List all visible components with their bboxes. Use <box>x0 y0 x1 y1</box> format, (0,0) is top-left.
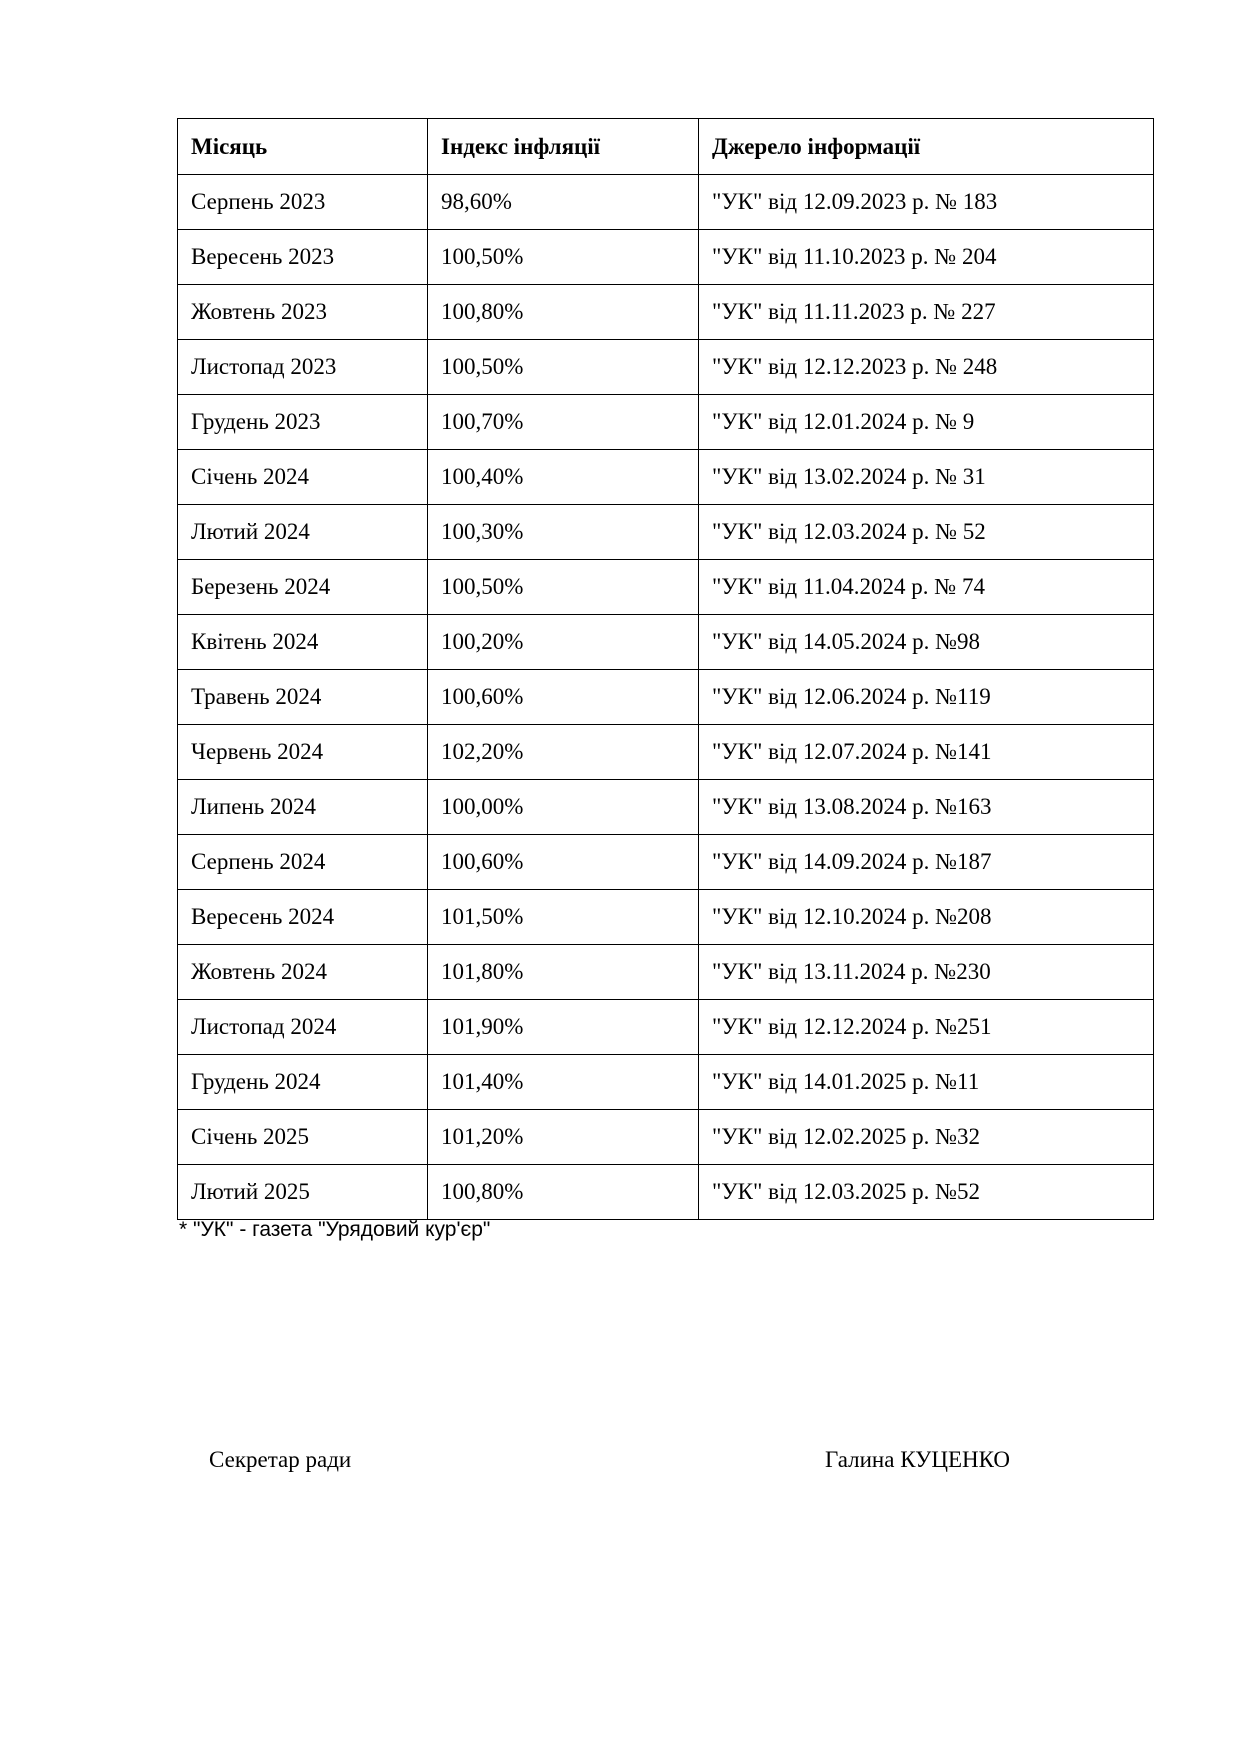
cell-source: "УК" від 13.02.2024 р. № 31 <box>699 450 1154 505</box>
cell-source: "УК" від 12.06.2024 р. №119 <box>699 670 1154 725</box>
cell-month: Березень 2024 <box>178 560 428 615</box>
table-header-row <box>178 119 1154 175</box>
cell-source: "УК" від 13.11.2024 р. №230 <box>699 945 1154 1000</box>
table-row <box>178 395 1154 450</box>
cell-month: Вересень 2024 <box>178 890 428 945</box>
table-row <box>178 615 1154 670</box>
cell-source: "УК" від 12.02.2025 р. №32 <box>699 1110 1154 1165</box>
cell-source: "УК" від 12.10.2024 р. №208 <box>699 890 1154 945</box>
cell-inflation-index: 100,80% <box>428 1165 699 1220</box>
cell-inflation-index: 101,50% <box>428 890 699 945</box>
cell-month: Червень 2024 <box>178 725 428 780</box>
header-source: Джерело інформації <box>699 119 1154 175</box>
cell-month: Листопад 2024 <box>178 1000 428 1055</box>
cell-inflation-index: 98,60% <box>428 175 699 230</box>
cell-inflation-index: 100,20% <box>428 615 699 670</box>
table-row <box>178 835 1154 890</box>
cell-source: "УК" від 12.07.2024 р. №141 <box>699 725 1154 780</box>
table-row <box>178 890 1154 945</box>
table-row <box>178 560 1154 615</box>
cell-source: "УК" від 12.09.2023 р. № 183 <box>699 175 1154 230</box>
cell-month: Серпень 2024 <box>178 835 428 890</box>
table-body <box>178 175 1154 1220</box>
cell-source: "УК" від 12.12.2024 р. №251 <box>699 1000 1154 1055</box>
cell-inflation-index: 102,20% <box>428 725 699 780</box>
table-row <box>178 230 1154 285</box>
cell-source: "УК" від 11.11.2023 р. № 227 <box>699 285 1154 340</box>
cell-month: Жовтень 2024 <box>178 945 428 1000</box>
cell-month: Травень 2024 <box>178 670 428 725</box>
header-inflation-index: Індекс інфляції <box>428 119 699 175</box>
cell-inflation-index: 100,50% <box>428 560 699 615</box>
header-month: Місяць <box>178 119 428 175</box>
table-row <box>178 780 1154 835</box>
cell-source: "УК" від 12.03.2025 р. №52 <box>699 1165 1154 1220</box>
cell-source: "УК" від 13.08.2024 р. №163 <box>699 780 1154 835</box>
cell-month: Квітень 2024 <box>178 615 428 670</box>
cell-inflation-index: 101,20% <box>428 1110 699 1165</box>
footnote: * "УК" - газета "Урядовий кур'єр" <box>179 1218 491 1241</box>
cell-inflation-index: 100,60% <box>428 670 699 725</box>
cell-month: Січень 2025 <box>178 1110 428 1165</box>
table-row <box>178 505 1154 560</box>
cell-source: "УК" від 12.01.2024 р. № 9 <box>699 395 1154 450</box>
cell-month: Лютий 2024 <box>178 505 428 560</box>
cell-month: Лютий 2025 <box>178 1165 428 1220</box>
cell-month: Серпень 2023 <box>178 175 428 230</box>
inflation-index-table <box>177 118 1154 1220</box>
cell-inflation-index: 100,50% <box>428 230 699 285</box>
cell-month: Січень 2024 <box>178 450 428 505</box>
cell-source: "УК" від 14.01.2025 р. №11 <box>699 1055 1154 1110</box>
cell-inflation-index: 101,80% <box>428 945 699 1000</box>
cell-month: Листопад 2023 <box>178 340 428 395</box>
cell-inflation-index: 101,40% <box>428 1055 699 1110</box>
cell-inflation-index: 100,70% <box>428 395 699 450</box>
cell-month: Липень 2024 <box>178 780 428 835</box>
signature-title: Секретар ради <box>209 1447 352 1472</box>
cell-inflation-index: 100,30% <box>428 505 699 560</box>
table-row <box>178 670 1154 725</box>
cell-inflation-index: 100,60% <box>428 835 699 890</box>
table-row <box>178 175 1154 230</box>
cell-inflation-index: 100,40% <box>428 450 699 505</box>
table-row <box>178 725 1154 780</box>
cell-source: "УК" від 14.05.2024 р. №98 <box>699 615 1154 670</box>
cell-inflation-index: 100,00% <box>428 780 699 835</box>
table-row <box>178 945 1154 1000</box>
cell-inflation-index: 100,50% <box>428 340 699 395</box>
cell-month: Жовтень 2023 <box>178 285 428 340</box>
table-row <box>178 285 1154 340</box>
cell-inflation-index: 100,80% <box>428 285 699 340</box>
cell-month: Грудень 2023 <box>178 395 428 450</box>
cell-source: "УК" від 14.09.2024 р. №187 <box>699 835 1154 890</box>
cell-source: "УК" від 11.10.2023 р. № 204 <box>699 230 1154 285</box>
table-row <box>178 1055 1154 1110</box>
table-row <box>178 340 1154 395</box>
cell-source: "УК" від 12.03.2024 р. № 52 <box>699 505 1154 560</box>
table-row <box>178 450 1154 505</box>
cell-month: Грудень 2024 <box>178 1055 428 1110</box>
table-row <box>178 1165 1154 1220</box>
cell-inflation-index: 101,90% <box>428 1000 699 1055</box>
cell-source: "УК" від 11.04.2024 р. № 74 <box>699 560 1154 615</box>
cell-month: Вересень 2023 <box>178 230 428 285</box>
cell-source: "УК" від 12.12.2023 р. № 248 <box>699 340 1154 395</box>
table-row <box>178 1110 1154 1165</box>
signature-name: Галина КУЦЕНКО <box>825 1447 1010 1472</box>
table-row <box>178 1000 1154 1055</box>
